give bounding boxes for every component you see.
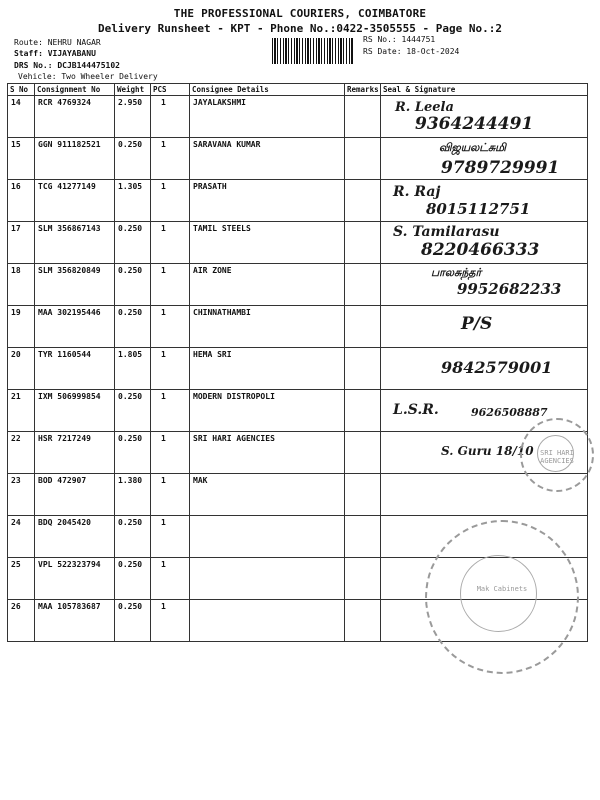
handwritten-entry: R. Raj xyxy=(393,184,441,200)
row-consignment-no: BDQ 2045420 xyxy=(35,516,115,558)
row-weight: 1.805 xyxy=(115,348,151,390)
row-pcs: 1 xyxy=(151,306,190,348)
row-consignee xyxy=(190,558,345,600)
row-sno: 26 xyxy=(8,600,35,642)
row-sno: 22 xyxy=(8,432,35,474)
seal-stamp xyxy=(425,520,579,674)
row-weight: 0.250 xyxy=(115,306,151,348)
row-consignee: SRI HARI AGENCIES xyxy=(190,432,345,474)
handwritten-entry: 9952682233 xyxy=(457,280,562,298)
row-consignment-no: VPL 522323794 xyxy=(35,558,115,600)
seal-text: SRI HARI AGENCIES xyxy=(540,449,574,466)
row-sno: 25 xyxy=(8,558,35,600)
handwritten-entry: S. Guru 18/10 xyxy=(441,444,534,458)
handwritten-entry: 8015112751 xyxy=(426,200,531,218)
row-consignee: PRASATH xyxy=(190,180,345,222)
row-consignment-no: SLM 356820849 xyxy=(35,264,115,306)
row-remarks xyxy=(345,306,381,348)
row-signature xyxy=(381,138,588,180)
row-consignee: SARAVANA KUMAR xyxy=(190,138,345,180)
row-weight: 0.250 xyxy=(115,222,151,264)
row-weight: 0.250 xyxy=(115,600,151,642)
row-weight: 1.380 xyxy=(115,474,151,516)
row-consignee: TAMIL STEELS xyxy=(190,222,345,264)
rs-date: RS Date: 18-Oct-2024 xyxy=(363,47,460,56)
row-sno: 16 xyxy=(8,180,35,222)
handwritten-entry: பாலசுந்தர் xyxy=(431,266,482,279)
staff-label: Staff: VIJAYABANU xyxy=(14,49,96,58)
seal-text: Mak Cabinets xyxy=(476,585,528,593)
barcode xyxy=(272,38,354,64)
rs-number: RS No.: 1444751 xyxy=(363,35,436,44)
row-consignee xyxy=(190,600,345,642)
row-consignment-no: HSR 7217249 xyxy=(35,432,115,474)
row-remarks xyxy=(345,138,381,180)
row-pcs: 1 xyxy=(151,96,190,138)
row-sno: 14 xyxy=(8,96,35,138)
row-sno: 21 xyxy=(8,390,35,432)
handwritten-entry: R. Leela xyxy=(395,100,454,115)
row-weight: 0.250 xyxy=(115,390,151,432)
row-consignment-no: SLM 356867143 xyxy=(35,222,115,264)
seal-stamp xyxy=(520,418,594,492)
row-remarks xyxy=(345,180,381,222)
row-sno: 17 xyxy=(8,222,35,264)
handwritten-entry: S. Tamilarasu xyxy=(393,224,500,240)
row-sno: 24 xyxy=(8,516,35,558)
row-remarks xyxy=(345,222,381,264)
row-pcs: 1 xyxy=(151,432,190,474)
page-title: THE PROFESSIONAL COURIERS, COIMBATORE xyxy=(173,7,427,20)
handwritten-entry: 9364244491 xyxy=(415,114,534,134)
table-row xyxy=(8,474,588,516)
handwritten-entry: P/S xyxy=(461,314,493,334)
row-pcs: 1 xyxy=(151,474,190,516)
table-row xyxy=(8,264,588,306)
row-consignee: AIR ZONE xyxy=(190,264,345,306)
row-pcs: 1 xyxy=(151,600,190,642)
table-row xyxy=(8,432,588,474)
table-row xyxy=(8,180,588,222)
row-signature xyxy=(381,222,588,264)
row-remarks xyxy=(345,600,381,642)
table-row xyxy=(8,96,588,138)
row-weight: 2.950 xyxy=(115,96,151,138)
row-remarks xyxy=(345,96,381,138)
drs-label: DRS No.: DCJB144475102 xyxy=(14,61,120,70)
row-pcs: 1 xyxy=(151,558,190,600)
row-signature xyxy=(381,180,588,222)
table-header-row xyxy=(8,84,588,96)
row-consignment-no: TYR 1160544 xyxy=(35,348,115,390)
col-sno: S No xyxy=(8,84,35,96)
row-weight: 0.250 xyxy=(115,264,151,306)
row-consignee: CHINNATHAMBI xyxy=(190,306,345,348)
col-pcs: PCS xyxy=(151,84,190,96)
row-remarks xyxy=(345,474,381,516)
handwritten-entry: 9842579001 xyxy=(441,358,553,377)
row-consignment-no: IXM 506999854 xyxy=(35,390,115,432)
row-signature xyxy=(381,96,588,138)
row-consignment-no: TCG 41277149 xyxy=(35,180,115,222)
row-consignee: HEMA SRI xyxy=(190,348,345,390)
row-pcs: 1 xyxy=(151,180,190,222)
table-row xyxy=(8,306,588,348)
handwritten-entry: 9789729991 xyxy=(441,158,560,178)
row-sno: 19 xyxy=(8,306,35,348)
row-consignment-no: MAA 302195446 xyxy=(35,306,115,348)
row-sno: 18 xyxy=(8,264,35,306)
row-weight: 0.250 xyxy=(115,138,151,180)
col-signature: Seal & Signature xyxy=(381,84,588,96)
row-consignment-no: RCR 4769324 xyxy=(35,96,115,138)
row-consignee: MODERN DISTROPOLI xyxy=(190,390,345,432)
row-signature xyxy=(381,306,588,348)
route-label: Route: NEHRU NAGAR xyxy=(14,38,101,47)
row-pcs: 1 xyxy=(151,222,190,264)
col-consignee: Consignee Details xyxy=(190,84,345,96)
row-weight: 0.250 xyxy=(115,558,151,600)
row-signature xyxy=(381,348,588,390)
row-remarks xyxy=(345,348,381,390)
handwritten-entry: விஜயலட்சுமி xyxy=(439,141,507,154)
row-pcs: 1 xyxy=(151,516,190,558)
page-subtitle: Delivery Runsheet - KPT - Phone No.:0422-3505555 - Page No.:2 xyxy=(98,22,502,35)
row-remarks xyxy=(345,264,381,306)
row-pcs: 1 xyxy=(151,138,190,180)
col-weight: Weight xyxy=(115,84,151,96)
col-consignment: Consignment No xyxy=(35,84,115,96)
row-weight: 0.250 xyxy=(115,516,151,558)
table-row xyxy=(8,222,588,264)
table-row xyxy=(8,348,588,390)
col-remarks: Remarks xyxy=(345,84,381,96)
row-weight: 1.305 xyxy=(115,180,151,222)
row-pcs: 1 xyxy=(151,390,190,432)
row-remarks xyxy=(345,516,381,558)
row-sno: 23 xyxy=(8,474,35,516)
handwritten-entry: 8220466333 xyxy=(421,240,540,260)
row-consignee xyxy=(190,516,345,558)
row-pcs: 1 xyxy=(151,348,190,390)
row-remarks xyxy=(345,390,381,432)
row-sno: 20 xyxy=(8,348,35,390)
row-consignee: JAYALAKSHMI xyxy=(190,96,345,138)
handwritten-entry: 9626508887 xyxy=(471,406,548,419)
handwritten-entry: L.S.R. xyxy=(393,402,439,418)
row-consignee: MAK xyxy=(190,474,345,516)
vehicle-label: Vehicle: Two Wheeler Delivery xyxy=(18,72,158,81)
row-consignment-no: BOD 472907 xyxy=(35,474,115,516)
seal-inner-ring xyxy=(460,555,537,632)
row-consignment-no: GGN 911182521 xyxy=(35,138,115,180)
row-signature xyxy=(381,264,588,306)
row-weight: 0.250 xyxy=(115,432,151,474)
row-remarks xyxy=(345,558,381,600)
row-remarks xyxy=(345,432,381,474)
table-row xyxy=(8,390,588,432)
row-sno: 15 xyxy=(8,138,35,180)
table-row xyxy=(8,138,588,180)
row-consignment-no: MAA 105783687 xyxy=(35,600,115,642)
row-pcs: 1 xyxy=(151,264,190,306)
